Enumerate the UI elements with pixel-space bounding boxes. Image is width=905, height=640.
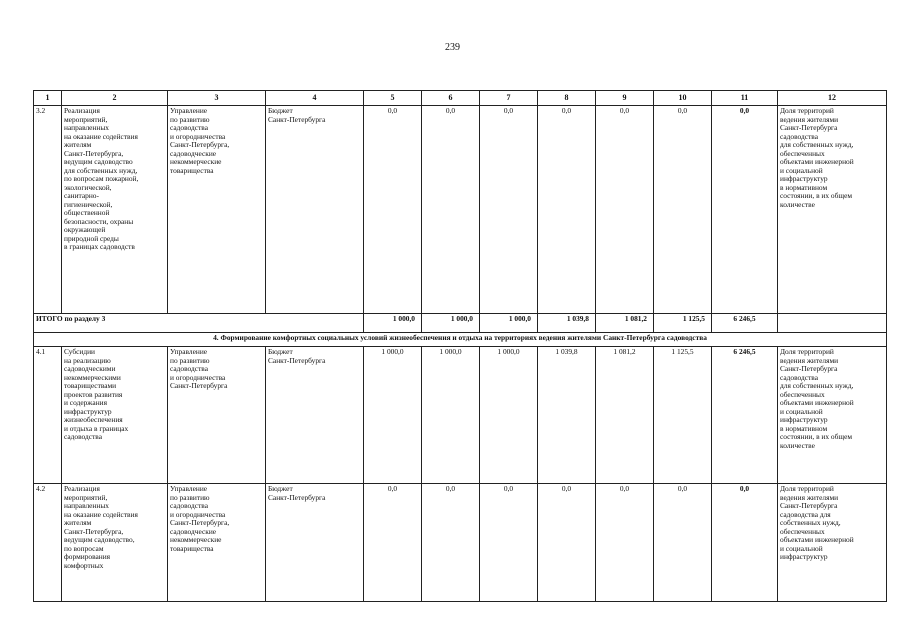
source-cell: Бюджет Санкт-Петербурга [266,484,364,602]
col-header: 11 [712,91,778,106]
col-header: 12 [778,91,887,106]
executor-cell: Управление по развитию садоводства и огородничества Санкт-Петербурга, садоводческие некоммерческие товарищества [168,484,266,602]
col-header: 1 [34,91,62,106]
table-row [34,106,887,314]
total-sum: 6 246,5 [712,314,778,333]
value-cell: 1 125,5 [654,347,712,484]
value-cell: 0,0 [422,106,480,314]
indicator-cell: Доля территорий ведения жителями Санкт-Петербурга садоводства для собственных нужд, обеспеченных объектами инженерной и социальной инфраструктур в нормативном состоянии, в их общем количестве [778,347,887,484]
value-cell: 0,0 [538,106,596,314]
section-header-row [34,333,887,347]
value-cell: 0,0 [654,484,712,602]
col-header: 10 [654,91,712,106]
row-id: 3.2 [34,106,62,314]
value-cell: 1 000,0 [364,347,422,484]
indicator-cell: Доля территорий ведения жителями Санкт-Петербурга садоводства для собственных нужд, обеспеченных объектами инженерной и социальной инфраструктур в нормативном состоянии, в их общем количестве [778,106,887,314]
executor-cell: Управление по развитию садоводства и огородничества Санкт-Петербурга [168,347,266,484]
total-cell: 6 246,5 [712,347,778,484]
col-header: 6 [422,91,480,106]
table-row [34,347,887,484]
executor-cell: Управление по развитию садоводства и огородничества Санкт-Петербурга, садоводческие некоммерческие товарищества [168,106,266,314]
value-cell: 0,0 [538,484,596,602]
table-row [34,484,887,602]
column-number-row [34,91,887,106]
empty-cell [778,314,887,333]
value-cell: 0,0 [364,106,422,314]
total-value: 1 039,8 [538,314,596,333]
row-id: 4.1 [34,347,62,484]
total-value: 1 000,0 [422,314,480,333]
col-header: 4 [266,91,364,106]
value-cell: 1 081,2 [596,347,654,484]
value-cell: 1 000,0 [422,347,480,484]
col-header: 7 [480,91,538,106]
value-cell: 0,0 [596,484,654,602]
value-cell: 0,0 [654,106,712,314]
program-table [33,90,887,602]
total-value: 1 125,5 [654,314,712,333]
indicator-cell: Доля территорий ведения жителями Санкт-Петербурга садоводства для собственных нужд, обеспеченных объектами инженерной и социальной инфраструктур [778,484,887,602]
col-header: 5 [364,91,422,106]
total-value: 1 000,0 [480,314,538,333]
measure-cell: Субсидии на реализацию садоводческими некоммерческими товариществами проектов развития и содержания инфраструктур жизнеобеспечения и отдыха в границах садоводства [62,347,168,484]
value-cell: 0,0 [596,106,654,314]
value-cell: 1 000,0 [480,347,538,484]
total-cell: 0,0 [712,484,778,602]
col-header: 2 [62,91,168,106]
source-cell: Бюджет Санкт-Петербурга [266,106,364,314]
total-value: 1 000,0 [364,314,422,333]
value-cell: 0,0 [480,106,538,314]
page-number: 239 [445,42,460,53]
col-header: 3 [168,91,266,106]
total-label: ИТОГО по разделу 3 [34,314,364,333]
section-title: 4. Формирование комфортных социальных условий жизнеобеспечения и отдыха на территориях ведения жителями Санкт-Петербурга садоводства [34,333,887,347]
source-cell: Бюджет Санкт-Петербурга [266,347,364,484]
value-cell: 0,0 [480,484,538,602]
value-cell: 0,0 [364,484,422,602]
measure-cell: Реализация мероприятий, направленных на оказание содействия жителям Санкт-Петербурга, ведущим садоводство для собственных нужд, по вопросам пожарной, экологической, санитарно- гигиенической, общественной безопасности, охраны окружающей природной среды в границах садоводств [62,106,168,314]
total-cell: 0,0 [712,106,778,314]
row-id: 4.2 [34,484,62,602]
col-header: 9 [596,91,654,106]
section-total-row [34,314,887,333]
value-cell: 0,0 [422,484,480,602]
measure-cell: Реализация мероприятий, направленных на оказание содействия жителям Санкт-Петербурга, ведущим садоводство, по вопросам формирования комфортных [62,484,168,602]
value-cell: 1 039,8 [538,347,596,484]
total-value: 1 081,2 [596,314,654,333]
col-header: 8 [538,91,596,106]
